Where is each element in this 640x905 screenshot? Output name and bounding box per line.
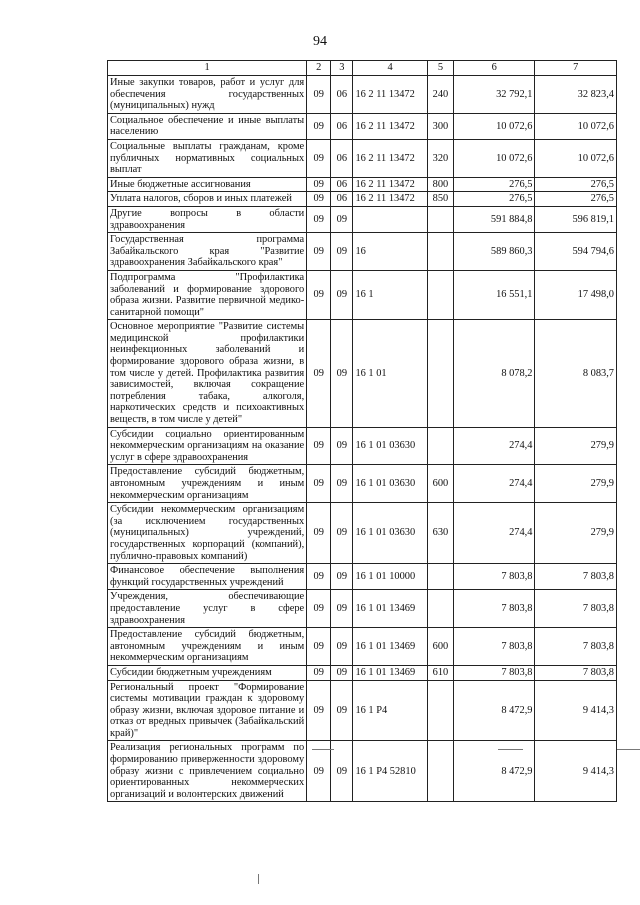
- header-cell: 5: [427, 61, 453, 76]
- row-amount-year2: 8 083,7: [535, 320, 617, 427]
- row-amount-year2: 594 794,6: [535, 233, 617, 271]
- row-expense-type: 850: [427, 192, 453, 207]
- row-target-article: 16 1 01 03630: [353, 465, 427, 503]
- row-amount-year2: 9 414,3: [535, 680, 617, 741]
- row-expense-type: [427, 233, 453, 271]
- table-header-row: [108, 61, 617, 76]
- row-name: Другие вопросы в области здравоохранения: [108, 206, 307, 232]
- page-number: 94: [313, 34, 327, 49]
- row-section: 09: [307, 590, 331, 628]
- row-expense-type: [427, 270, 453, 319]
- row-amount-year1: 274,4: [454, 427, 535, 465]
- row-expense-type: 600: [427, 628, 453, 666]
- table-row: [108, 139, 617, 177]
- row-amount-year2: 279,9: [535, 503, 617, 564]
- row-subsection: 06: [331, 76, 353, 114]
- row-expense-type: [427, 564, 453, 590]
- row-expense-type: 610: [427, 665, 453, 680]
- row-name: Предоставление субсидий бюджетным, автономным учреждениям и иным некоммерческим организациям: [108, 465, 307, 503]
- row-expense-type: [427, 206, 453, 232]
- row-section: 09: [307, 741, 331, 802]
- row-amount-year2: 276,5: [535, 177, 617, 192]
- row-section: 09: [307, 465, 331, 503]
- budget-table: [107, 60, 617, 802]
- table-row: [108, 564, 617, 590]
- table-row: [108, 590, 617, 628]
- row-amount-year1: 8 472,9: [454, 741, 535, 802]
- table-row: [108, 741, 617, 802]
- row-amount-year2: 10 072,6: [535, 139, 617, 177]
- row-name: Предоставление субсидий бюджетным, автономным учреждениям и иным некоммерческим организациям: [108, 628, 307, 666]
- row-amount-year1: 10 072,6: [454, 139, 535, 177]
- table-row: [108, 270, 617, 319]
- row-expense-type: 630: [427, 503, 453, 564]
- row-amount-year1: 8 078,2: [454, 320, 535, 427]
- table-row: [108, 206, 617, 232]
- header-cell: 6: [454, 61, 535, 76]
- row-subsection: 09: [331, 741, 353, 802]
- row-expense-type: [427, 741, 453, 802]
- row-amount-year2: 9 414,3: [535, 741, 617, 802]
- row-amount-year1: 7 803,8: [454, 564, 535, 590]
- row-section: 09: [307, 113, 331, 139]
- row-subsection: 09: [331, 233, 353, 271]
- row-section: 09: [307, 206, 331, 232]
- row-target-article: 16 1 P4 52810: [353, 741, 427, 802]
- row-target-article: 16 1 01 13469: [353, 590, 427, 628]
- row-amount-year2: 32 823,4: [535, 76, 617, 114]
- row-amount-year1: 7 803,8: [454, 665, 535, 680]
- row-expense-type: 600: [427, 465, 453, 503]
- row-name: Основное мероприятие "Развитие системы медицинской профилактики неинфекционных заболеваний и формирование здорового образа жизни, в том числе у детей. Профилактика развития зависимостей, включая сокращение потребления табака, алкоголя, наркотических средств и психоактивных веществ, в том числе у детей": [108, 320, 307, 427]
- row-subsection: 09: [331, 665, 353, 680]
- row-amount-year1: 7 803,8: [454, 628, 535, 666]
- table-row: [108, 192, 617, 207]
- row-amount-year2: 7 803,8: [535, 590, 617, 628]
- row-expense-type: [427, 427, 453, 465]
- row-amount-year1: 589 860,3: [454, 233, 535, 271]
- row-name: Социальные выплаты гражданам, кроме публичных нормативных социальных выплат: [108, 139, 307, 177]
- row-section: 09: [307, 320, 331, 427]
- row-name: Региональный проект "Формирование системы мотивации граждан к здоровому образу жизни, включая здоровое питание и отказ от вредных привычек (Забайкальский край)": [108, 680, 307, 741]
- table-row: [108, 233, 617, 271]
- table-row: [108, 76, 617, 114]
- header-cell: 1: [108, 61, 307, 76]
- row-subsection: 09: [331, 628, 353, 666]
- row-target-article: 16 1: [353, 270, 427, 319]
- row-target-article: 16 2 11 13472: [353, 192, 427, 207]
- row-section: 09: [307, 270, 331, 319]
- row-subsection: 06: [331, 113, 353, 139]
- header-cell: 7: [535, 61, 617, 76]
- row-name: Иные закупки товаров, работ и услуг для обеспечения государственных (муниципальных) нужд: [108, 76, 307, 114]
- row-subsection: 09: [331, 206, 353, 232]
- row-target-article: 16 2 11 13472: [353, 177, 427, 192]
- row-name: Социальное обеспечение и иные выплаты населению: [108, 113, 307, 139]
- row-name: Иные бюджетные ассигнования: [108, 177, 307, 192]
- row-target-article: 16 2 11 13472: [353, 76, 427, 114]
- row-expense-type: [427, 590, 453, 628]
- row-section: 09: [307, 192, 331, 207]
- row-expense-type: [427, 680, 453, 741]
- row-name: Субсидии некоммерческим организациям (за исключением государственных (муниципальных) учреждений, государственных корпораций (компаний), публично-правовых компаний): [108, 503, 307, 564]
- row-amount-year1: 276,5: [454, 192, 535, 207]
- row-section: 09: [307, 233, 331, 271]
- row-section: 09: [307, 139, 331, 177]
- row-section: 09: [307, 76, 331, 114]
- row-subsection: 09: [331, 564, 353, 590]
- table-row: [108, 680, 617, 741]
- table-row: [108, 113, 617, 139]
- row-name: Реализация региональных программ по формированию приверженности здоровому образу жизни с привлечением социально ориентированных некоммерческих организаций и волонтерских движений: [108, 741, 307, 802]
- row-subsection: 09: [331, 320, 353, 427]
- row-name: Финансовое обеспечение выполнения функций государственных учреждений: [108, 564, 307, 590]
- row-amount-year1: 274,4: [454, 503, 535, 564]
- scan-artifact-line: [617, 749, 640, 750]
- row-subsection: 09: [331, 270, 353, 319]
- row-subsection: 09: [331, 465, 353, 503]
- row-amount-year1: 32 792,1: [454, 76, 535, 114]
- scan-artifact-line: [312, 749, 334, 750]
- row-subsection: 06: [331, 192, 353, 207]
- row-expense-type: 800: [427, 177, 453, 192]
- row-expense-type: [427, 320, 453, 427]
- row-name: Субсидии социально ориентированным некоммерческим организациям на оказание услуг в сфере здравоохранения: [108, 427, 307, 465]
- row-amount-year1: 8 472,9: [454, 680, 535, 741]
- row-target-article: [353, 206, 427, 232]
- table-row: [108, 503, 617, 564]
- table-row: [108, 628, 617, 666]
- row-subsection: 06: [331, 177, 353, 192]
- row-target-article: 16 2 11 13472: [353, 113, 427, 139]
- row-section: 09: [307, 628, 331, 666]
- row-target-article: 16 1 01 13469: [353, 628, 427, 666]
- row-amount-year2: 7 803,8: [535, 665, 617, 680]
- row-subsection: 09: [331, 427, 353, 465]
- row-amount-year2: 17 498,0: [535, 270, 617, 319]
- row-section: 09: [307, 427, 331, 465]
- row-amount-year1: 16 551,1: [454, 270, 535, 319]
- row-name: Подпрограмма "Профилактика заболеваний и формирование здорового образа жизни. Развитие первичной медико-санитарной помощи": [108, 270, 307, 319]
- row-subsection: 09: [331, 680, 353, 741]
- header-cell: 3: [331, 61, 353, 76]
- row-section: 09: [307, 177, 331, 192]
- row-section: 09: [307, 665, 331, 680]
- row-expense-type: 320: [427, 139, 453, 177]
- row-section: 09: [307, 564, 331, 590]
- row-amount-year2: 10 072,6: [535, 113, 617, 139]
- row-amount-year1: 7 803,8: [454, 590, 535, 628]
- table-row: [108, 465, 617, 503]
- row-name: Субсидии бюджетным учреждениям: [108, 665, 307, 680]
- row-subsection: 09: [331, 590, 353, 628]
- row-section: 09: [307, 503, 331, 564]
- row-target-article: 16: [353, 233, 427, 271]
- row-amount-year2: 279,9: [535, 465, 617, 503]
- row-name: Уплата налогов, сборов и иных платежей: [108, 192, 307, 207]
- row-amount-year1: 276,5: [454, 177, 535, 192]
- row-subsection: 09: [331, 503, 353, 564]
- row-expense-type: 240: [427, 76, 453, 114]
- row-target-article: 16 1 01 10000: [353, 564, 427, 590]
- row-name: Государственная программа Забайкальского края "Развитие здравоохранения Забайкальского края": [108, 233, 307, 271]
- header-cell: 4: [353, 61, 427, 76]
- row-amount-year1: 591 884,8: [454, 206, 535, 232]
- row-amount-year2: 7 803,8: [535, 628, 617, 666]
- row-amount-year2: 596 819,1: [535, 206, 617, 232]
- row-expense-type: 300: [427, 113, 453, 139]
- row-amount-year2: 276,5: [535, 192, 617, 207]
- row-target-article: 16 2 11 13472: [353, 139, 427, 177]
- table-row: [108, 320, 617, 427]
- row-target-article: 16 1 P4: [353, 680, 427, 741]
- row-amount-year2: 7 803,8: [535, 564, 617, 590]
- scan-artifact-line: [498, 749, 523, 750]
- table-row: [108, 427, 617, 465]
- table-row: [108, 177, 617, 192]
- row-amount-year1: 10 072,6: [454, 113, 535, 139]
- scan-artifact-mark: [258, 874, 259, 884]
- row-section: 09: [307, 680, 331, 741]
- row-amount-year2: 279,9: [535, 427, 617, 465]
- row-target-article: 16 1 01 03630: [353, 427, 427, 465]
- table-row: [108, 665, 617, 680]
- header-cell: 2: [307, 61, 331, 76]
- row-subsection: 06: [331, 139, 353, 177]
- row-target-article: 16 1 01: [353, 320, 427, 427]
- row-target-article: 16 1 01 03630: [353, 503, 427, 564]
- row-target-article: 16 1 01 13469: [353, 665, 427, 680]
- row-name: Учреждения, обеспечивающие предоставление услуг в сфере здравоохранения: [108, 590, 307, 628]
- row-amount-year1: 274,4: [454, 465, 535, 503]
